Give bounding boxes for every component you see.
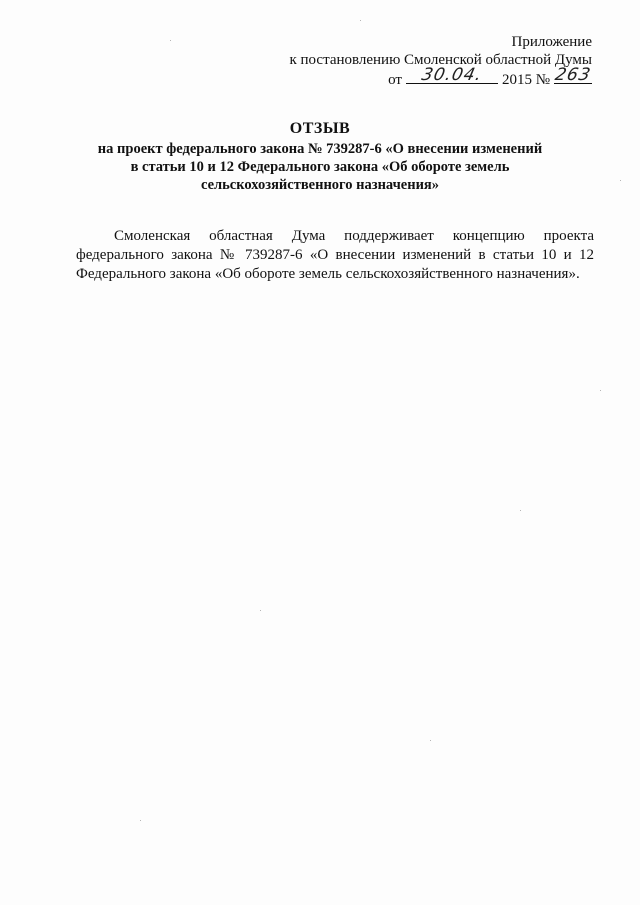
- number-sign: №: [535, 72, 550, 88]
- document-subtitle-line-1: на проект федерального закона № 739287-6 «О внесении изменений: [97, 141, 543, 157]
- scan-speck: [170, 40, 171, 41]
- scan-speck: [140, 820, 141, 821]
- date-prefix: от: [388, 72, 402, 88]
- scan-speck: [600, 390, 601, 391]
- handwritten-number: 263: [553, 65, 593, 85]
- scan-speck: [260, 610, 261, 611]
- appendix-label: Приложение: [511, 34, 592, 50]
- scan-speck: [360, 20, 361, 21]
- scan-speck: [520, 510, 521, 511]
- date-field: [406, 65, 498, 85]
- year-label: 2015: [501, 72, 532, 88]
- document-subtitle-line-2: в статьи 10 и 12 Федерального закона «Об обороте земель: [130, 159, 510, 175]
- number-field: [553, 65, 593, 85]
- resolution-date-line: [388, 65, 593, 89]
- handwritten-date: 30.04.: [419, 65, 485, 85]
- scan-speck: [430, 740, 431, 741]
- document-subtitle-line-3: сельскохозяйственного назначения»: [200, 177, 440, 193]
- body-paragraph: Смоленская областная Дума поддерживает концепцию проекта федерального закона № 739287-6 «О внесении изменений в статьи 10 и 12 Федерального закона «Об обороте земель сельскохозяйственного назначения».: [76, 228, 594, 282]
- document-heading: ОТЗЫВ: [289, 120, 351, 137]
- resolution-reference: к постановлению Смоленской областной Думы: [289, 52, 592, 68]
